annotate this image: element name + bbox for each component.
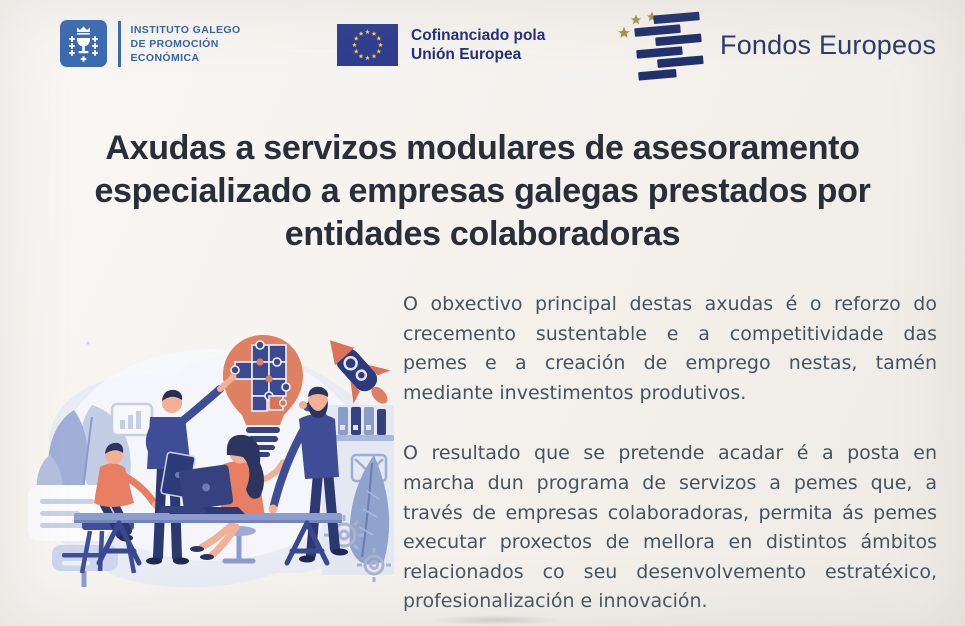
title-line3: entidades colaboradoras xyxy=(284,214,681,253)
eu-cofunded-logo xyxy=(337,24,545,66)
igape-line2: DE PROMOCIÓN xyxy=(130,37,219,50)
title-line2: especializado a empresas galegas prestados por xyxy=(94,171,871,210)
page-title xyxy=(28,127,937,256)
paragraph-result: O resultado que se pretende acadar é a posta en marcha dun programa de servizos a pemes que, a través de empresas colaboradoras, permita ás pemes executar proxectos de mellora en distintos ámbitos relacionados co seu desenvolvemento estratéxico, profesionalización e innovación. xyxy=(403,442,937,613)
paper-smudge xyxy=(430,615,560,625)
fondos-europeos-label: Fondos Europeos xyxy=(720,29,937,60)
body-copy xyxy=(403,290,937,626)
eu-line1: Cofinanciado pola xyxy=(411,27,546,44)
galicia-coat-of-arms-icon xyxy=(60,20,107,67)
title-line1: Axudas a servizos modulares de asesoramento xyxy=(105,128,860,167)
igape-line1: INSTITUTO GALEGO xyxy=(130,23,241,36)
eu-flag-icon xyxy=(337,24,398,66)
eu-line2: Unión Europea xyxy=(411,46,522,63)
igape-name xyxy=(131,23,241,65)
igape-separator xyxy=(118,21,121,67)
paragraph-objective: O obxectivo principal destas axudas é o reforzo do crecemento sustentable e a competitividade das pemes e a creación de emprego nestas, tamén mediante investimentos produtivos. xyxy=(403,293,937,404)
eu-cofunded-text xyxy=(411,26,545,64)
igape-logo xyxy=(60,20,241,67)
fondos-europeos-icon xyxy=(614,9,710,81)
fondos-europeos-logo xyxy=(614,9,936,81)
bar-chart-icon xyxy=(112,404,152,435)
igape-line3: ECONÓMICA xyxy=(130,51,200,64)
team-collaboration-illustration xyxy=(22,305,398,601)
